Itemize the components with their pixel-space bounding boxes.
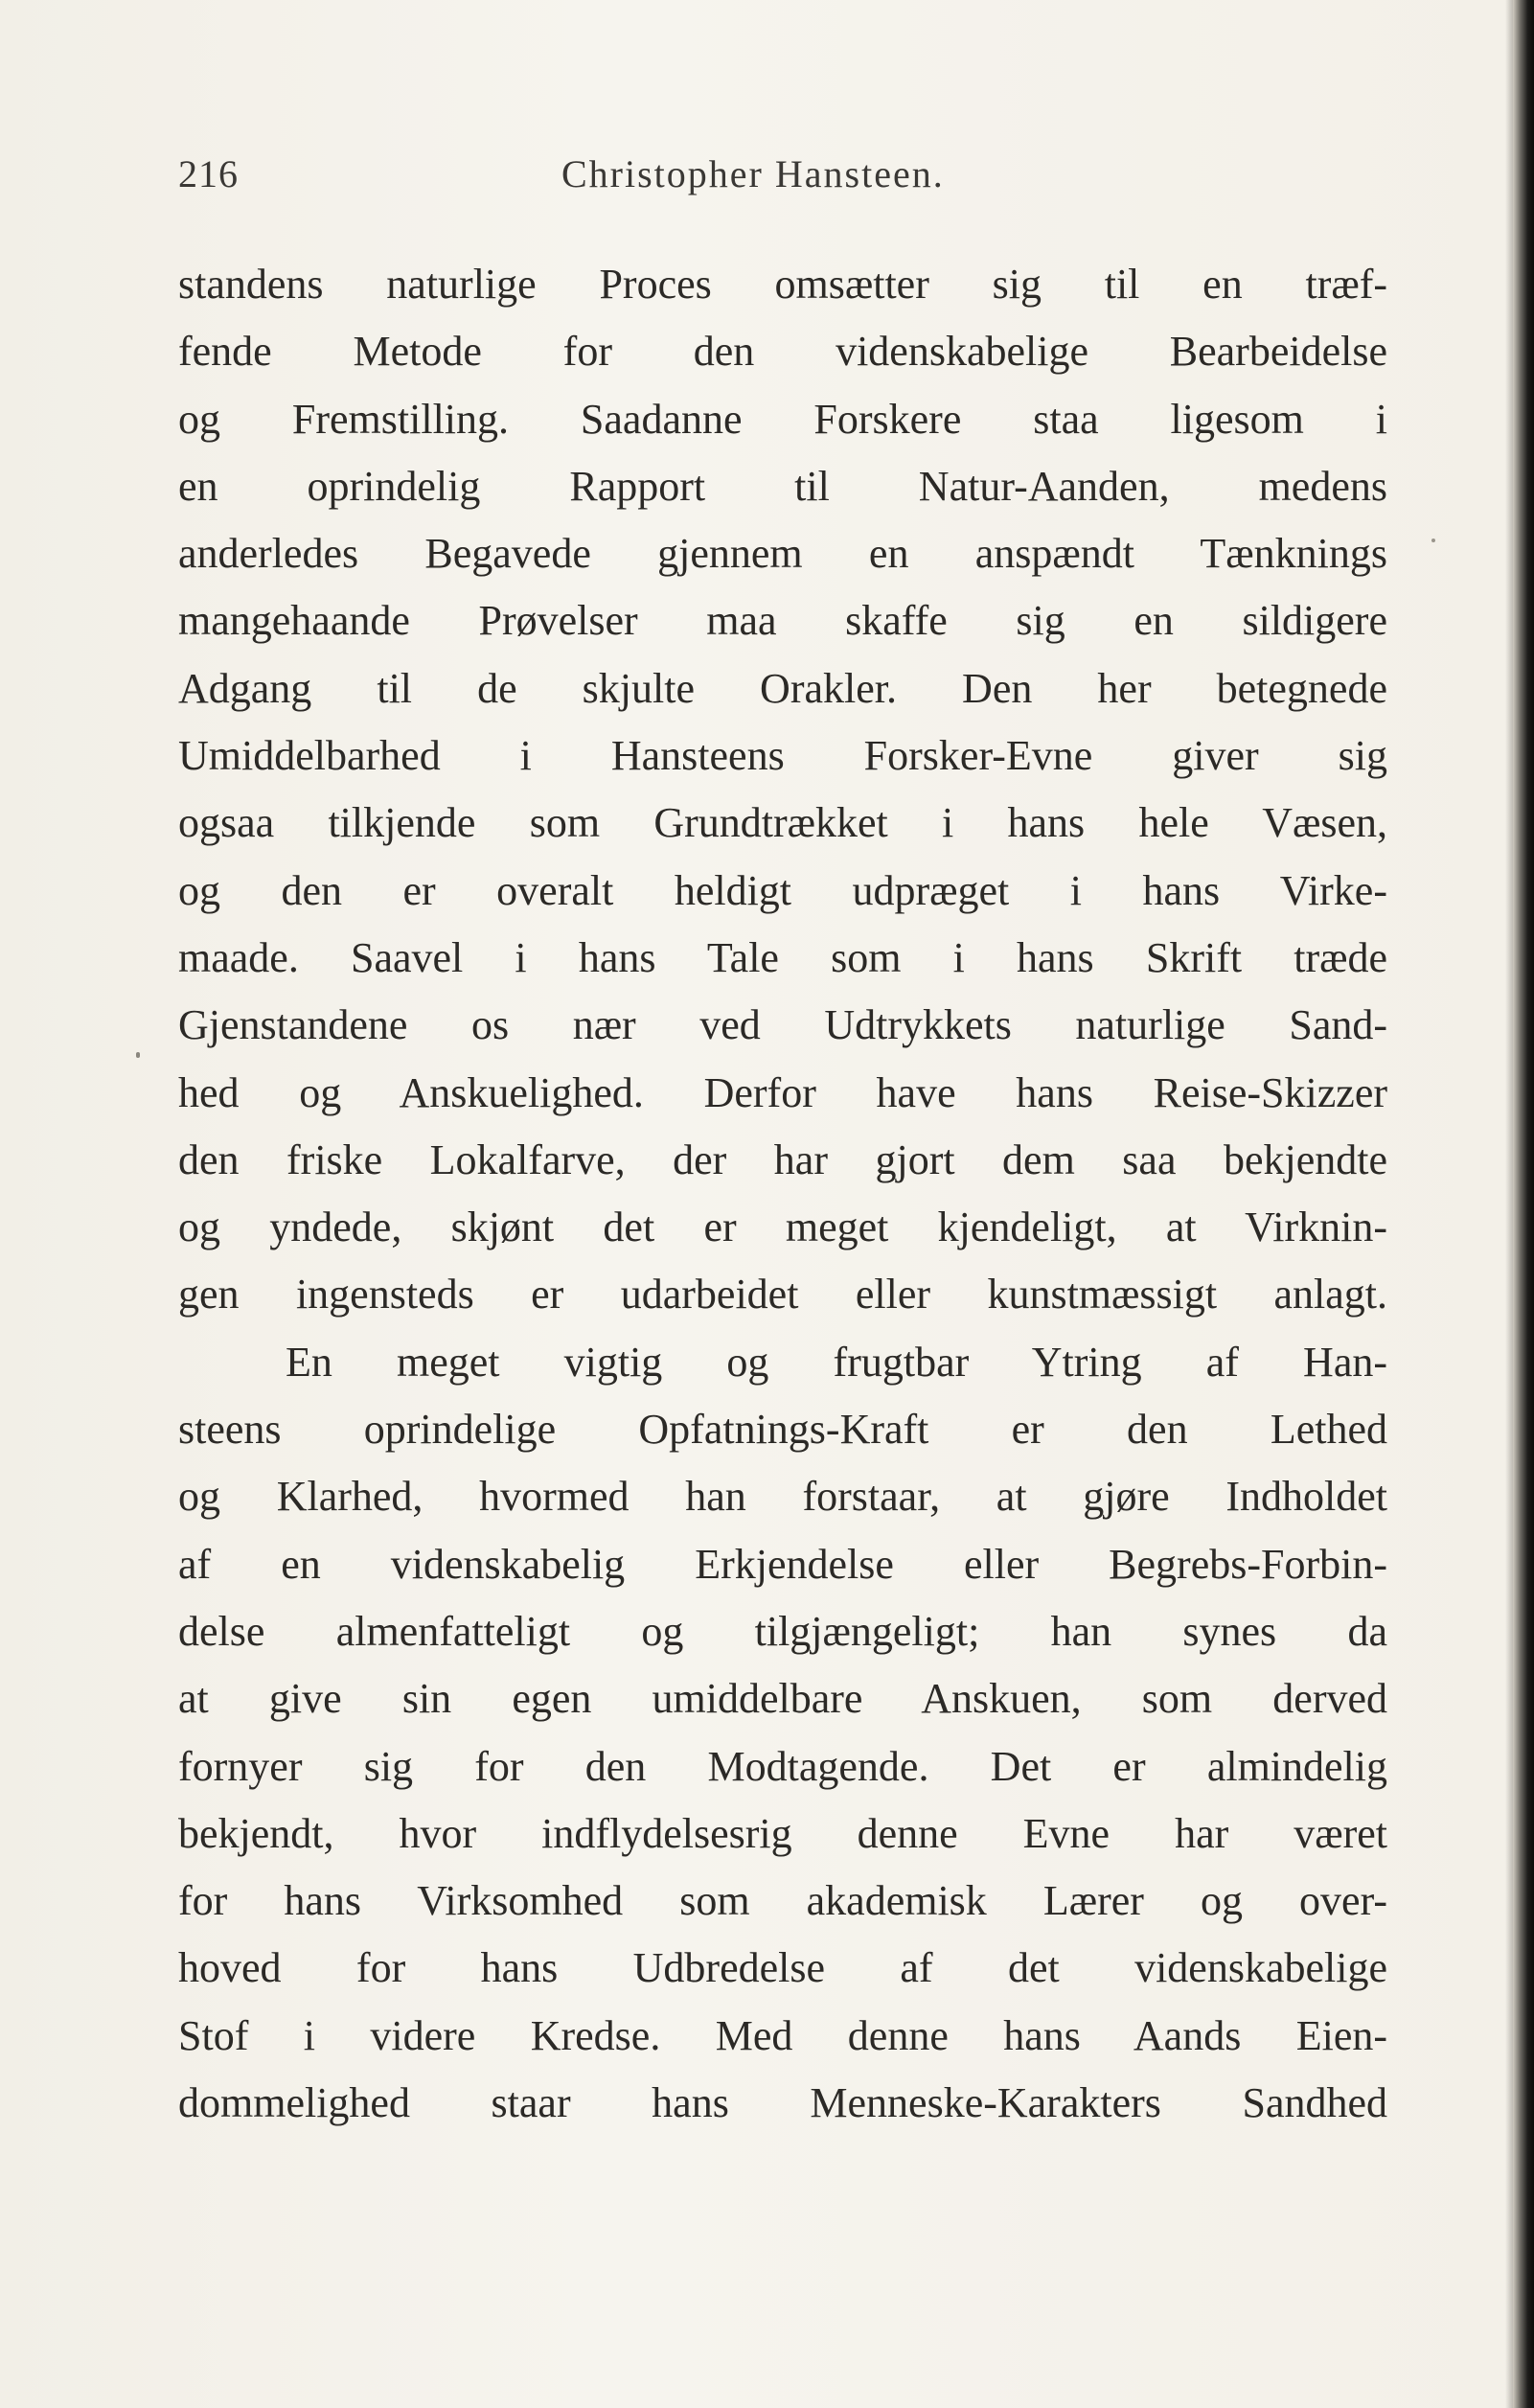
paragraph-start-line: En meget vigtig og frugtbar Ytring af Han- [286,1338,1387,1386]
text-line: bekjendt, hvor indflydelsesrig denne Evne har været [178,1809,1387,1857]
page-header [178,151,1385,209]
text-line: hoved for hans Udbredelse af det videnskabelige [178,1944,1387,1992]
text-line: og den er overalt heldigt udpræget i hans Virke- [178,866,1387,914]
text-line: og yndede, skjønt det er meget kjendeligt, at Virknin- [178,1204,1387,1251]
text-line: for hans Virksomhed som akademisk Lærer og over- [178,1877,1387,1925]
text-line: og Klarhed, hvormed han forstaar, at gjøre Indholdet [178,1473,1387,1521]
text-line: fende Metode for den videnskabelige Bearbeidelse [178,328,1387,376]
text-line: at give sin egen umiddelbare Anskuen, som derved [178,1675,1387,1723]
text-line: af en videnskabelig Erkjendelse eller Begrebs-Forbin- [178,1540,1387,1588]
running-title: Christopher Hansteen. [561,152,945,195]
text-line: anderledes Begavede gjennem en anspændt Tænknings [178,530,1387,578]
text-line: Stof i videre Kredse. Med denne hans Aands Eien- [178,2011,1387,2059]
text-line: steens oprindelige Opfatnings-Kraft er den Lethed [178,1406,1387,1454]
text-line: delse almenfatteligt og tilgjængeligt; han synes da [178,1607,1387,1655]
page-edge [1513,0,1534,2408]
text-line: Umiddelbarhed i Hansteens Forsker-Evne giver sig [178,732,1387,780]
text-line: Gjenstandene os nær ved Udtrykkets naturlige Sand- [178,1001,1387,1049]
text-line: den friske Lokalfarve, der har gjort dem saa bekjendte [178,1135,1387,1183]
text-line: gen ingensteds er udarbeidet eller kunstmæssigt anlagt. [178,1271,1387,1319]
binding-shadow [1505,0,1513,2408]
text-line: Adgang til de skjulte Orakler. Den her betegnede [178,664,1387,712]
ink-speck [136,1052,140,1058]
text-line: og Fremstilling. Saadanne Forskere staa ligesom i [178,395,1387,443]
text-line: maade. Saavel i hans Tale som i hans Skrift træde [178,933,1387,981]
body-text [178,251,1387,2137]
ink-speck [1431,539,1435,542]
text-line: ogsaa tilkjende som Grundtrækket i hans hele Væsen, [178,799,1387,847]
text-line: hed og Anskuelighed. Derfor have hans Reise-Skizzer [178,1068,1387,1116]
text-line: en oprindelig Rapport til Natur-Aanden, medens [178,462,1387,510]
page-number: 216 [178,152,239,195]
text-line: dommelighed staar hans Menneske-Karakters Sandhed [178,2079,1387,2127]
text-line: mangehaande Prøvelser maa skaffe sig en sildigere [178,597,1387,645]
text-line: standens naturlige Proces omsætter sig til en træf- [178,261,1387,308]
text-line: fornyer sig for den Modtagende. Det er almindelig [178,1742,1387,1790]
